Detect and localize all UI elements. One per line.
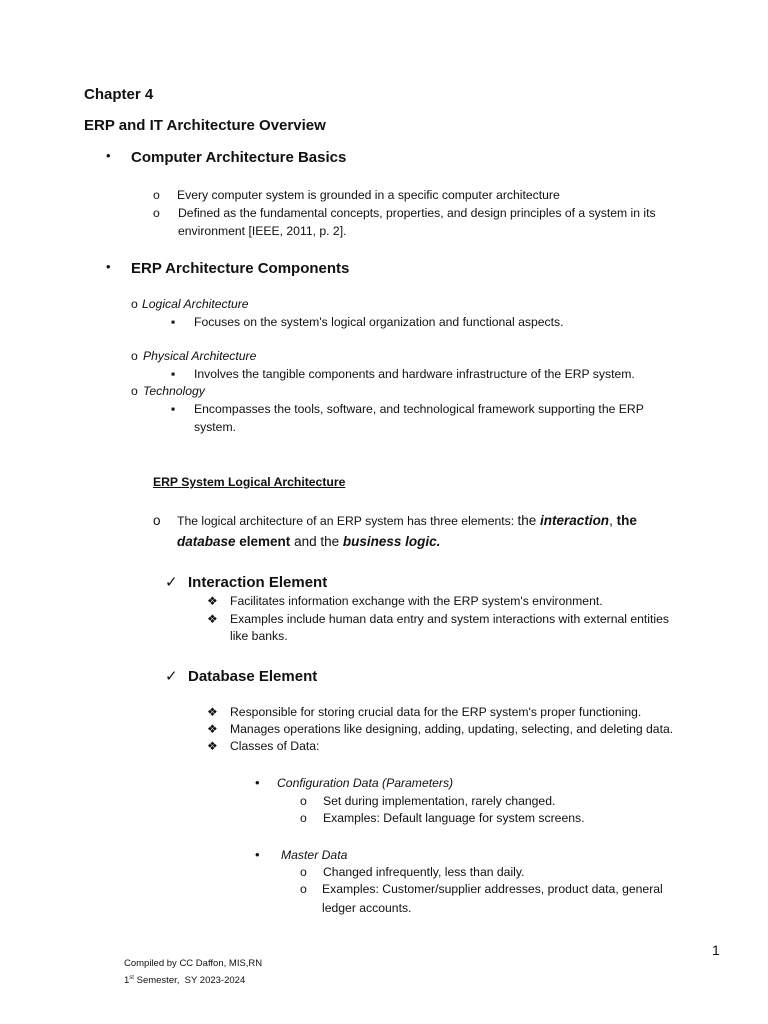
list-item: Examples: Default language for system screens. [323,811,585,825]
diamond-bullet-icon: ❖ [207,594,218,608]
interaction-element-heading: Interaction Element [188,574,328,591]
technology-label: Technology [143,384,205,398]
list-item: Encompasses the tools, software, and technological framework supporting the ERP [194,402,644,416]
circle-bullet: o [300,882,307,896]
section-heading-computer-architecture: Computer Architecture Basics [131,149,347,166]
page-number: 1 [712,942,720,958]
list-item: system. [194,420,236,434]
list-item: Changed infrequently, less than daily. [323,865,525,879]
list-item: Examples: Customer/supplier addresses, product data, general [322,882,663,896]
list-item: Every computer system is grounded in a specific computer architecture [177,188,560,202]
circle-bullet: o [300,865,307,879]
list-item: Classes of Data: [230,739,320,753]
checkmark-icon: ✓ [165,574,178,591]
checkmark-icon: ✓ [165,668,178,685]
semester-number: 1 [124,975,130,987]
circle-bullet: o [131,297,138,311]
square-bullet: ▪ [171,402,176,416]
bullet-dot: • [255,847,260,862]
footer-compiled-by: Compiled by CC Daffon, MIS,RN [124,958,263,969]
list-item: Set during implementation, rarely changed. [323,794,556,808]
bullet-dot: • [106,259,111,274]
circle-bullet: o [153,513,161,528]
semester-ordinal: st [129,975,134,981]
list-item: Involves the tangible components and hardware infrastructure of the ERP system. [194,367,635,381]
circle-bullet: o [300,794,307,808]
bullet-dot: • [255,775,260,790]
circle-bullet: o [131,384,138,398]
intro-element: element [235,534,291,549]
circle-bullet: o [153,206,160,220]
list-item: ledger accounts. [322,901,412,915]
subsection-heading: ERP System Logical Architecture [153,475,346,489]
intro-and: and the [290,534,343,549]
circle-bullet: o [131,349,138,363]
intro-the: the [517,513,541,528]
master-data-label: Master Data [281,848,348,862]
intro-line-2 [177,534,440,549]
list-item: Facilitates information exchange with the ERP system's environment. [230,594,603,608]
diamond-bullet-icon: ❖ [207,722,218,736]
intro-text: The logical architecture of an ERP system has three elements: [177,514,518,528]
list-item: environment [IEEE, 2011, p. 2]. [178,224,347,238]
square-bullet: ▪ [171,367,176,381]
footer-semester [124,975,245,986]
diamond-bullet-icon: ❖ [207,612,218,626]
list-item: Examples include human data entry and system interactions with external entities [230,612,669,626]
intro-interaction: interaction [540,513,610,528]
square-bullet: ▪ [171,315,176,329]
list-item: Focuses on the system's logical organization and functional aspects. [194,315,564,329]
list-item: Responsible for storing crucial data for the ERP system's proper functioning. [230,705,642,719]
logical-architecture-label: Logical Architecture [142,297,249,311]
circle-bullet: o [300,811,307,825]
diamond-bullet-icon: ❖ [207,705,218,719]
semester-text: Semester, SY 2023-2024 [133,975,246,987]
chapter-label: Chapter 4 [84,86,154,103]
intro-line-1 [177,513,637,528]
list-item: Defined as the fundamental concepts, properties, and design principles of a system in its [178,206,656,220]
section-heading-erp-components: ERP Architecture Components [131,260,350,277]
intro-the-bold: the [612,513,637,528]
database-element-heading: Database Element [188,668,318,685]
configuration-data-label: Configuration Data (Parameters) [277,776,454,790]
diamond-bullet-icon: ❖ [207,739,218,753]
physical-architecture-label: Physical Architecture [143,349,257,363]
list-item: Manages operations like designing, adding, updating, selecting, and deleting data. [230,722,674,736]
intro-database: database [177,534,236,549]
list-item: like banks. [230,629,288,643]
bullet-dot: • [106,148,111,163]
page-title: ERP and IT Architecture Overview [84,117,326,134]
intro-comma: , [609,513,613,528]
circle-bullet: o [153,188,160,202]
intro-business-logic: business logic. [342,534,441,549]
